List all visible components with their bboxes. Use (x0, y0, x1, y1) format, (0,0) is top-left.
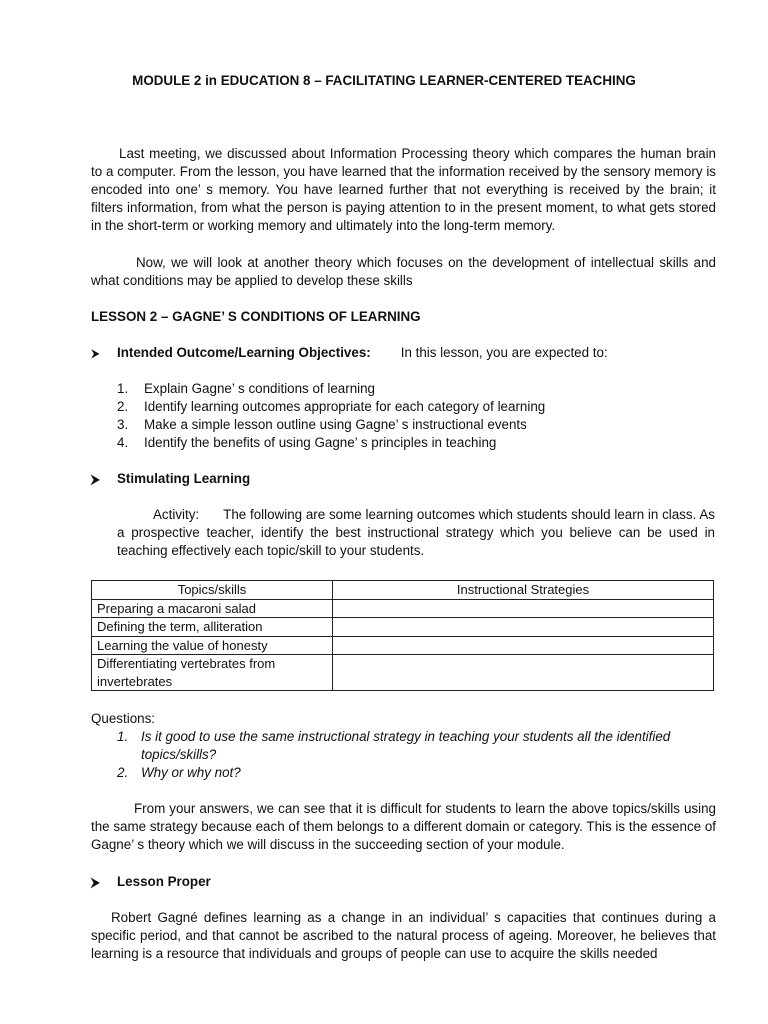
lesson-heading: LESSON 2 – GAGNE’ S CONDITIONS OF LEARNING (91, 309, 421, 324)
table-header-topics: Topics/skills (92, 581, 333, 600)
table-cell: Learning the value of honesty (92, 636, 333, 655)
objectives-label: Intended Outcome/Learning Objectives: (117, 345, 371, 360)
table-row (92, 599, 714, 618)
table-row (92, 636, 714, 655)
objectives-text: In this lesson, you are expected to: (400, 345, 608, 360)
table-cell: Defining the term, alliteration (92, 618, 333, 637)
arrow-bullet-icon: ⮞ (91, 472, 100, 486)
list-item: 2. Identify learning outcomes appropriate for each category of learning (117, 399, 546, 414)
list-item: 3. Make a simple lesson outline using Gagne’ s instructional events (117, 417, 527, 432)
activity-text: The following are some learning outcomes which students should learn in class. As a prospective teacher, identify the best instructional strategy which you believe can be used in teaching effectively each topic/skill to your students. (117, 507, 715, 558)
table-header-strategies: Instructional Strategies (333, 581, 714, 600)
questions-label: Questions: (91, 711, 156, 726)
strategy-table (91, 580, 714, 691)
objectives-list (117, 380, 545, 452)
arrow-bullet-icon: ⮞ (91, 875, 100, 889)
table-cell: Preparing a macaroni salad (92, 599, 333, 618)
table-cell (333, 599, 714, 618)
activity-paragraph (117, 506, 715, 560)
list-item: 4. Identify the benefits of using Gagne’ s principles in teaching (117, 435, 497, 450)
table-header-row (92, 581, 714, 600)
arrow-bullet-icon: ⮞ (91, 346, 100, 360)
activity-label: Activity: (153, 507, 200, 522)
stimulating-learning-bullet (91, 470, 250, 488)
table-cell (333, 618, 714, 637)
questions-list (117, 728, 717, 782)
table-row (92, 618, 714, 637)
module-title: MODULE 2 in EDUCATION 8 – FACILITATING LEARNER-CENTERED TEACHING (132, 73, 636, 88)
list-item: 1. Explain Gagne’ s conditions of learning (117, 381, 376, 396)
table-cell (333, 636, 714, 655)
table-row (92, 655, 714, 691)
intro-paragraph: Last meeting, we discussed about Information Processing theory which compares the human brain to a computer. From the lesson, you have learned that the information received by the sensory memory is encoded into one’ s memory. You have learned further that not everything is received by the brain; it filters information, from what the person is paying attention to in the present moment, to what gets stored in the short-term or working memory and ultimately into the long-term memory. (91, 146, 716, 233)
list-item: 2. Why or why not? (117, 765, 241, 780)
lesson-proper-paragraph: Robert Gagné defines learning as a change in an individual’ s capacities that continues during a specific period, and that cannot be ascribed to the natural process of ageing. Moreover, he believes that learning is a resource that individuals and groups of people can use to acquire the skills needed (91, 910, 716, 961)
lesson-proper-bullet (91, 873, 211, 891)
stimulating-learning-heading: Stimulating Learning (117, 471, 251, 486)
list-item: 1. Is it good to use the same instructional strategy in teaching your students all the identified topics/skills? (117, 729, 671, 762)
lesson-proper-heading: Lesson Proper (117, 874, 211, 889)
table-cell (333, 655, 714, 691)
transition-paragraph: Now, we will look at another theory which focuses on the development of intellectual skills and what conditions may be applied to develop these skills (91, 255, 716, 288)
table-cell: Differentiating vertebrates from invertebrates (92, 655, 333, 691)
answers-paragraph: From your answers, we can see that it is difficult for students to learn the above topics/skills using the same strategy because each of them belongs to a different domain or category. This is the essence of Gagne’ s theory which we will discuss in the succeeding section of your module. (91, 801, 716, 852)
objectives-bullet (91, 344, 608, 362)
